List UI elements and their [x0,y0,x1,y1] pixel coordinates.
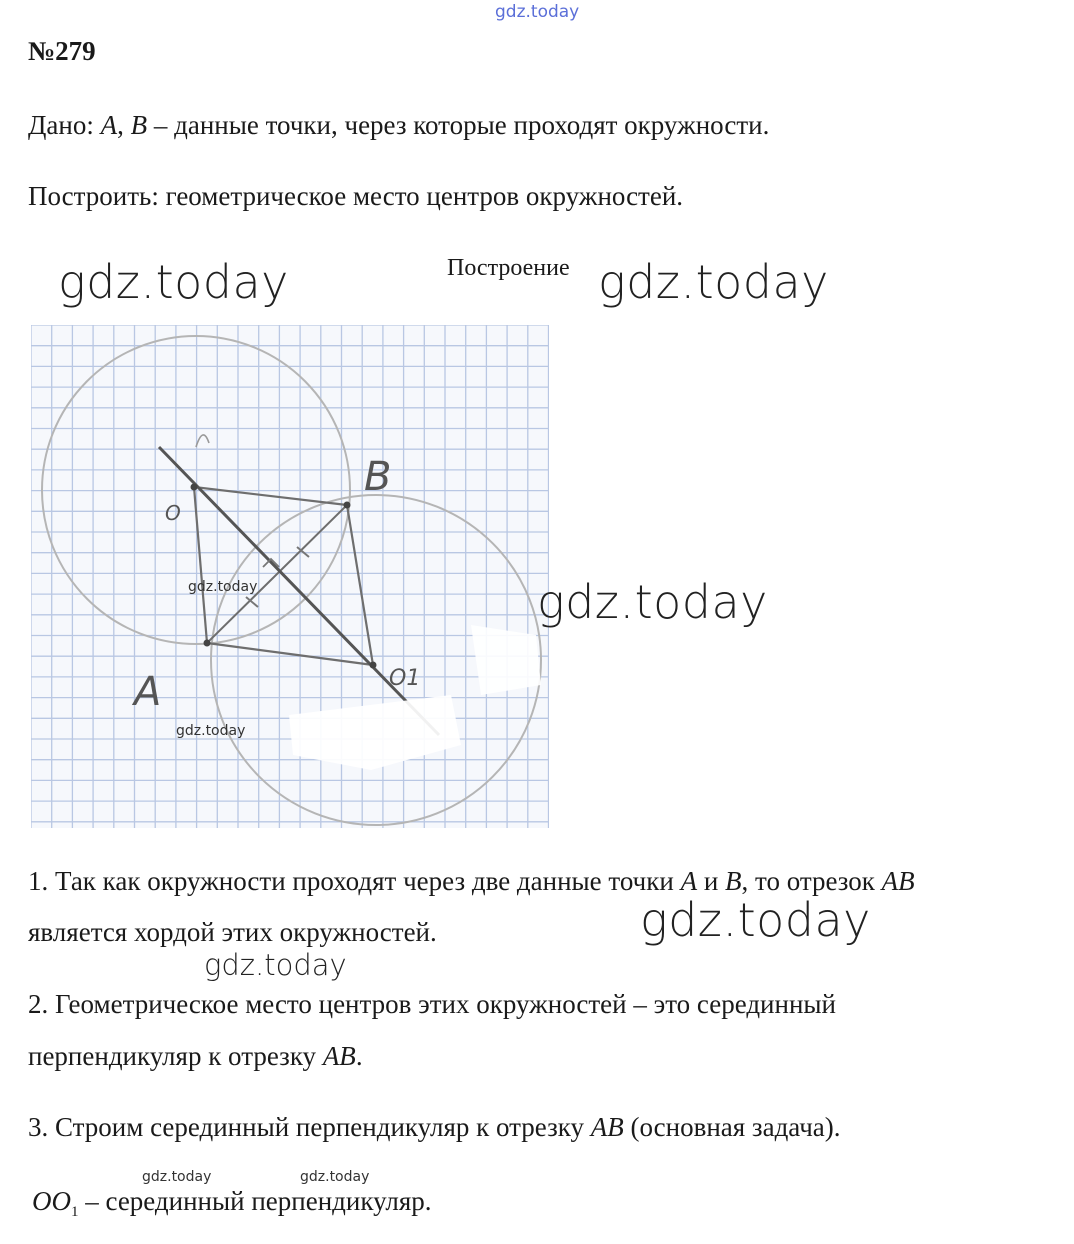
label-a: A [134,669,162,715]
watermark-small-1: gdz.today [142,1169,212,1185]
given-point-a: A [100,110,118,140]
grid-paper [31,325,549,828]
label-o1: O1 [389,666,421,691]
watermark-figure-1: gdz.today [188,579,258,595]
watermark-figure-2: gdz.today [176,723,246,739]
step-1-point-b: B [725,866,742,896]
step-2-text: перпендикуляр к отрезку [28,1041,323,1071]
erased-patch-2 [471,625,541,695]
step-2-dot: . [355,1041,363,1071]
final-line [32,1186,432,1221]
construct-line: Построить: геометрическое место центров окружностей. [28,181,684,211]
watermark-small-2: gdz.today [300,1169,370,1185]
final-oo: OO [32,1186,71,1216]
label-b: B [364,454,392,500]
step-1-and: и [697,866,726,896]
watermark-medium: gdz.today [204,948,347,982]
step-1-segment-ab: AB [881,866,915,896]
final-text: – серединный перпендикуляр. [78,1186,432,1216]
step-2-line-1: 2. Геометрическое место центров этих окружностей – это серединный [28,989,836,1019]
step-3-line [28,1112,841,1143]
step-1-point-a: A [680,866,698,896]
point-o1 [370,662,377,669]
figure-caption: Построение [447,255,570,281]
given-label: Дано: [28,110,94,140]
step-3-text: 3. Строим серединный перпендикуляр к отрезку [28,1112,591,1142]
point-b [344,502,351,509]
watermark-large-3: gdz.today [537,575,768,629]
given-line [28,110,769,141]
watermark-large-2: gdz.today [598,255,829,309]
watermark-large-4: gdz.today [640,893,871,947]
final-subscript: 1 [71,1204,79,1220]
point-o [191,484,198,491]
watermark-large-1: gdz.today [58,255,289,309]
watermark-top: gdz.today [495,2,580,22]
label-o: O [165,501,181,525]
given-point-b: B [130,110,148,140]
problem-number: №279 [28,36,96,66]
given-text: – данные точки, через которые проходят окружности. [153,110,770,140]
step-1-text-a: 1. Так как окружности проходят через две данные точки [28,866,681,896]
given-comma: , [117,110,124,140]
step-3-tail: (основная задача). [623,1112,841,1142]
point-a [204,640,211,647]
step-2-line-2 [28,1041,363,1072]
step-1-line-2: является хордой этих окружностей. [28,917,437,947]
step-3-segment-ab: AB [590,1112,624,1142]
step-1-text-b: , то отрезок [741,866,882,896]
step-2-segment-ab: AB [322,1041,356,1071]
construction-figure [31,325,549,828]
